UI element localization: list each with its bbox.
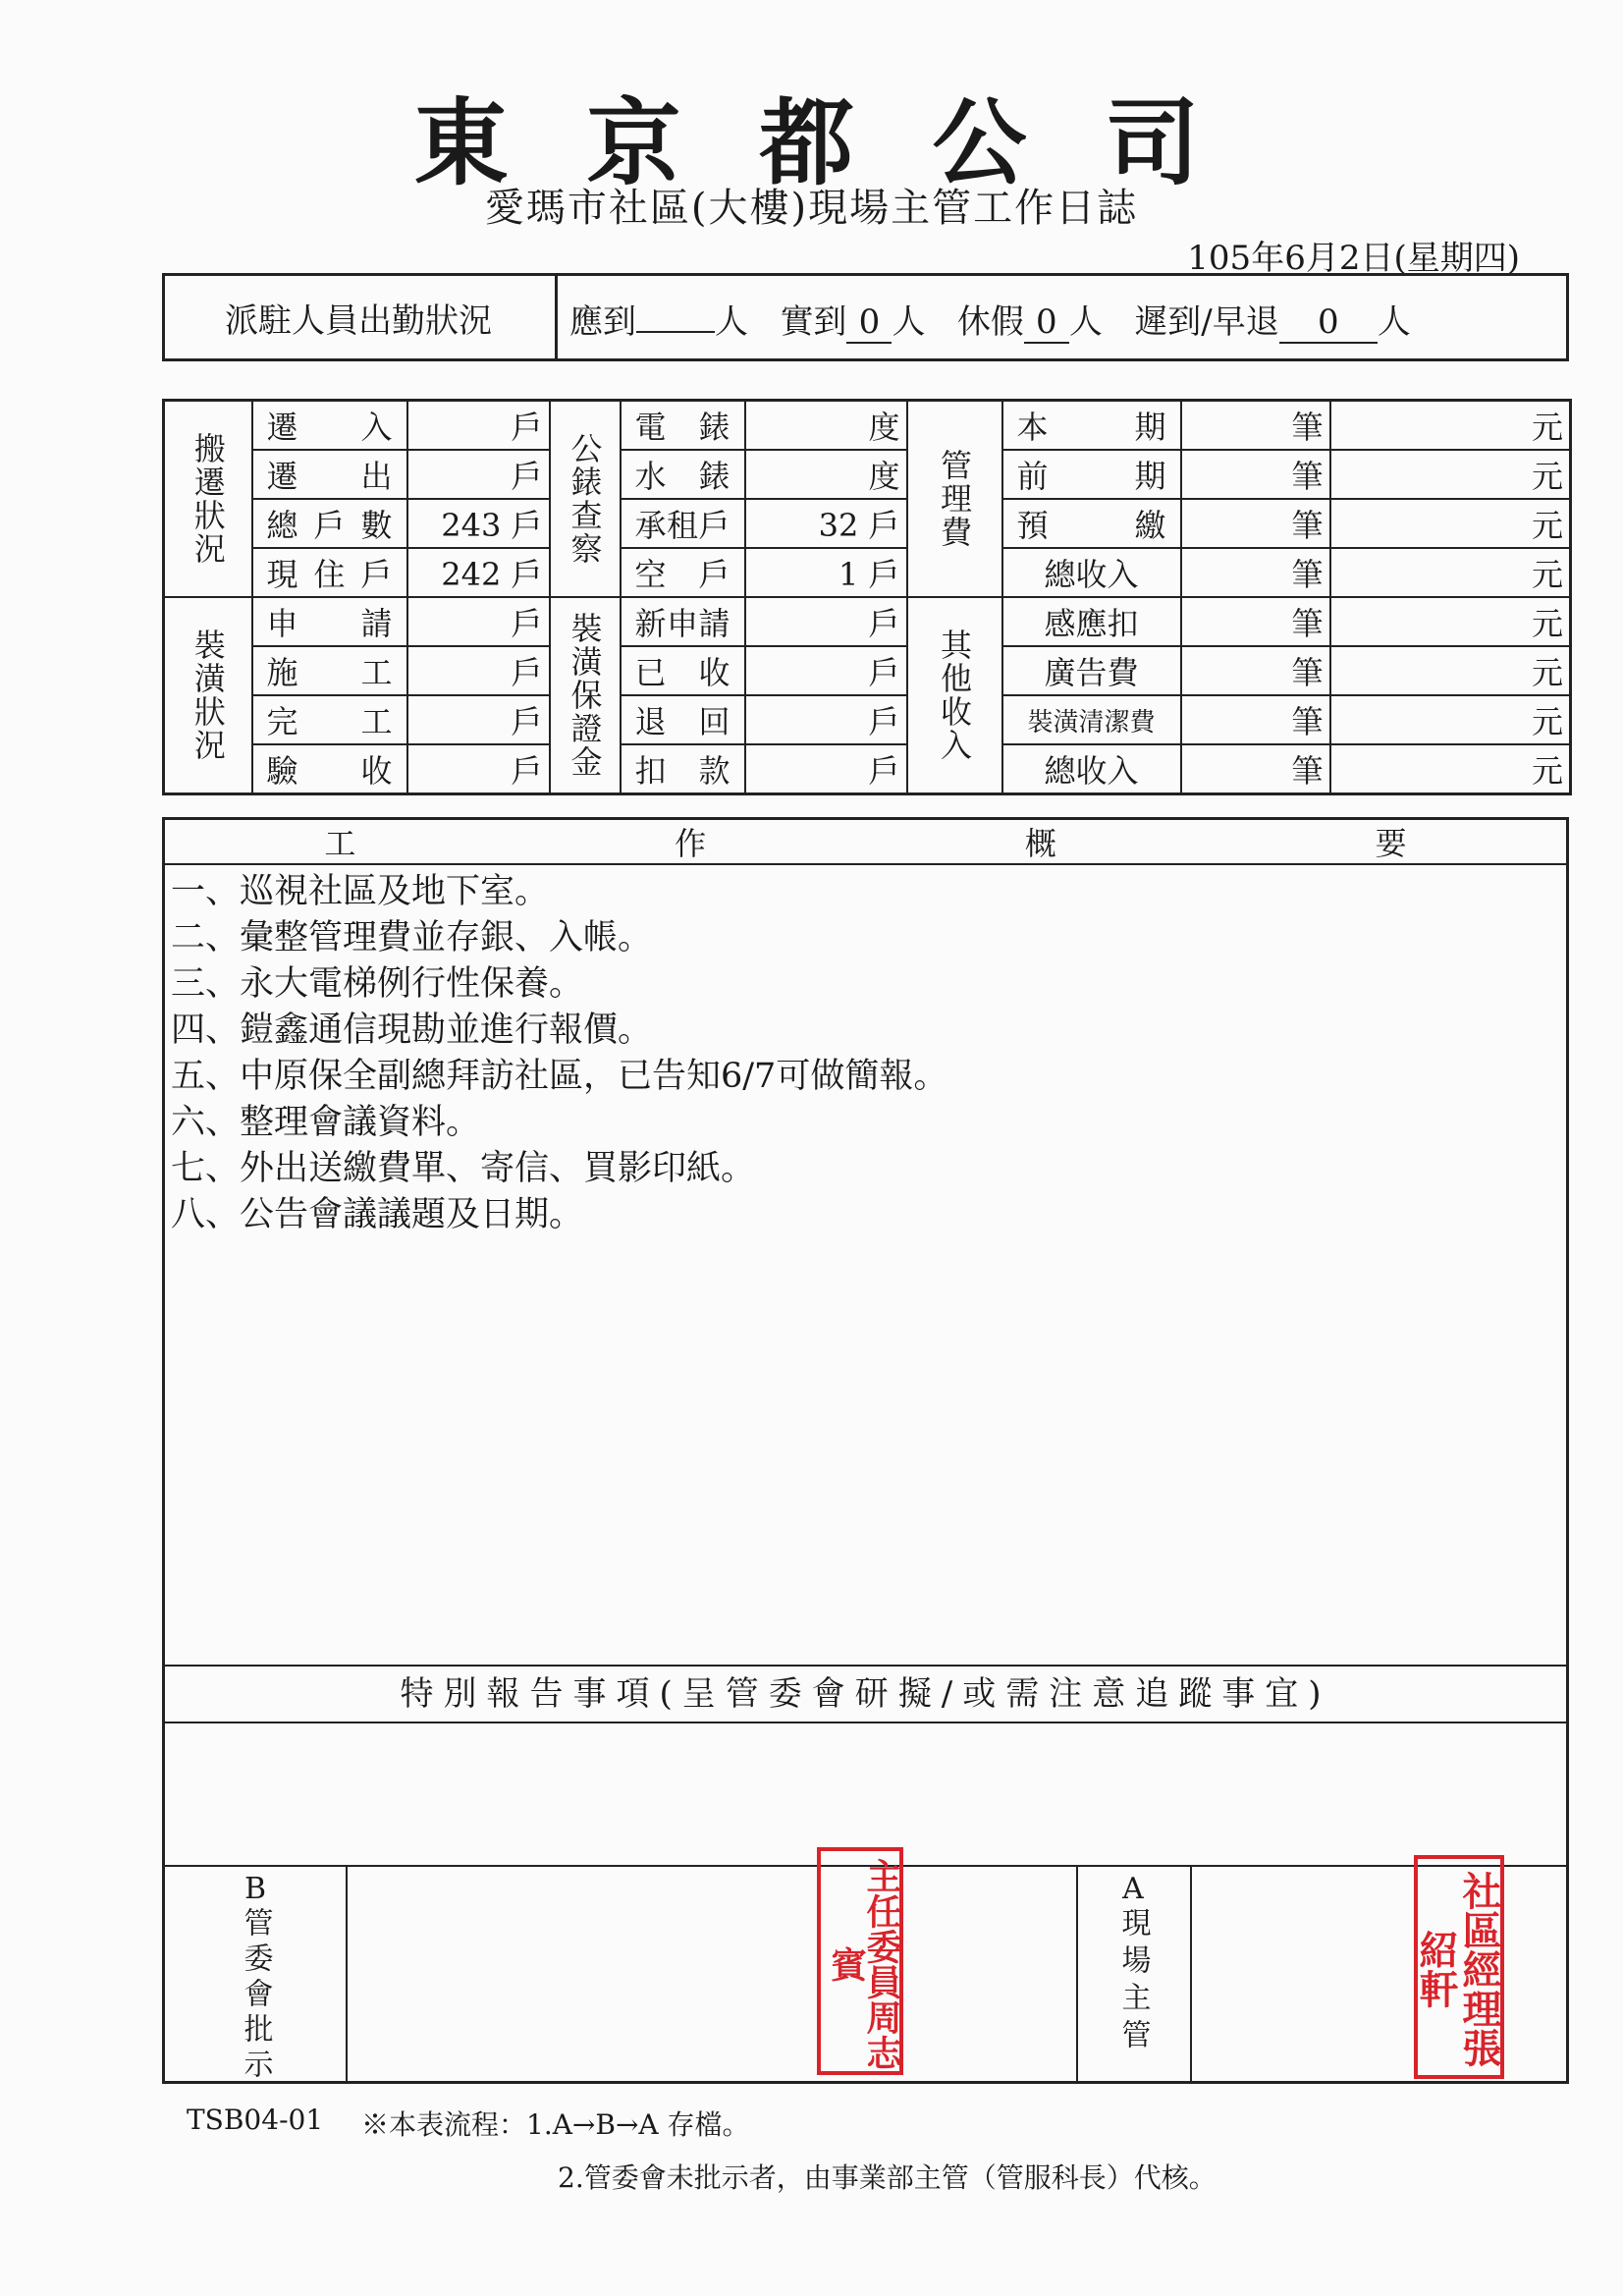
cell-value: 戶 <box>407 695 550 744</box>
cell-value: 242 戶 <box>407 548 550 597</box>
cell-label: 遷入 <box>252 401 407 451</box>
signoff-row <box>165 1858 1566 2084</box>
list-item: 二、彙整管理費並存銀、入帳。 <box>171 918 653 957</box>
heading-char: 工 <box>324 825 356 862</box>
meter-group-label: 公錶查察 <box>550 401 621 598</box>
cell-label: 感應扣 <box>1002 597 1181 646</box>
cell-value: 度 <box>745 401 907 451</box>
report-date: 105年6月2日(星期四) <box>1187 239 1520 278</box>
cell-label: 已收 <box>621 646 745 695</box>
cell-count-unit: 筆 <box>1181 597 1330 646</box>
heading-char: 作 <box>675 825 707 862</box>
leave-unit: 人 <box>1068 302 1103 342</box>
cell-label: 裝潢清潔費 <box>1002 695 1181 744</box>
work-summary-box <box>162 817 1569 2084</box>
actual-label: 實到 <box>780 302 847 342</box>
cell-label: 總收入 <box>1002 548 1181 597</box>
cell-count-unit: 筆 <box>1181 499 1330 548</box>
cell-label: 完工 <box>252 695 407 744</box>
deposit-group-label: 裝潢保證金 <box>550 597 621 794</box>
company-name: 東京都公司 <box>413 87 1278 198</box>
cell-value: 戶 <box>407 744 550 794</box>
a-label: A 現場主管 <box>1115 1872 1151 2056</box>
cell-value: 243 戶 <box>407 499 550 548</box>
cell-value: 戶 <box>745 646 907 695</box>
mgmt-fee-group-label: 管理費 <box>907 401 1002 598</box>
b-label-cell <box>165 1867 348 2083</box>
late-label: 遲到/早退 <box>1134 302 1279 342</box>
should-unit: 人 <box>715 302 748 342</box>
late-value: 0 <box>1279 302 1378 344</box>
cell-label: 扣款 <box>621 744 745 794</box>
cell-label: 新申請 <box>621 597 745 646</box>
cell-money-unit: 元 <box>1330 450 1571 499</box>
cell-label: 總收入 <box>1002 744 1181 794</box>
cell-label: 施工 <box>252 646 407 695</box>
cell-label: 電錶 <box>621 401 745 451</box>
list-item: 五、中原保全副總拜訪社區，已告知6/7可做簡報。 <box>171 1057 948 1096</box>
statistics-table <box>162 399 1572 795</box>
cell-label: 前期 <box>1002 450 1181 499</box>
form-code: TSB04-01 <box>187 2104 324 2136</box>
cell-value: 戶 <box>745 744 907 794</box>
heading-char: 要 <box>1375 825 1407 862</box>
chairman-seal: 主任委員周志賓 <box>817 1847 903 2075</box>
cell-label: 廣告費 <box>1002 646 1181 695</box>
cell-money-unit: 元 <box>1330 499 1571 548</box>
cell-money-unit: 元 <box>1330 744 1571 794</box>
cell-value: 戶 <box>745 597 907 646</box>
cell-value: 戶 <box>407 646 550 695</box>
work-item-list <box>171 869 947 1238</box>
list-item: 七、外出送繳費單、寄信、買影印紙。 <box>171 1149 756 1188</box>
cell-value: 度 <box>745 450 907 499</box>
list-item: 四、鎧鑫通信現勘並進行報價。 <box>171 1011 653 1050</box>
cell-label: 退回 <box>621 695 745 744</box>
leave-label: 休假 <box>956 302 1024 342</box>
flow-note: ※本表流程：1.A→B→A 存檔。 <box>361 2108 750 2141</box>
cell-value: 32 戶 <box>745 499 907 548</box>
cell-label: 承租戶 <box>621 499 745 548</box>
list-item: 一、巡視社區及地下室。 <box>171 872 550 911</box>
cell-label: 驗收 <box>252 744 407 794</box>
cell-value: 1 戶 <box>745 548 907 597</box>
attendance-line <box>569 295 1411 344</box>
cell-count-unit: 筆 <box>1181 646 1330 695</box>
other-income-group-label: 其他收入 <box>907 597 1002 794</box>
cell-money-unit: 元 <box>1330 401 1571 451</box>
a-sign-cell <box>1190 1867 1569 2083</box>
leave-value: 0 <box>1024 302 1069 344</box>
cell-count-unit: 筆 <box>1181 401 1330 451</box>
special-report-heading: 特別報告事項(呈管委會研擬/或需注意追蹤事宜) <box>165 1665 1566 1723</box>
approval-note: 2.管委會未批示者，由事業部主管（管服科長）代核。 <box>558 2161 1217 2194</box>
actual-value: 0 <box>846 302 892 344</box>
cell-value: 戶 <box>407 450 550 499</box>
list-item: 八、公告會議議題及日期。 <box>171 1195 584 1234</box>
a-label-cell <box>1076 1867 1192 2083</box>
cell-count-unit: 筆 <box>1181 548 1330 597</box>
cell-value: 戶 <box>407 401 550 451</box>
cell-value: 戶 <box>407 597 550 646</box>
cell-label: 申請 <box>252 597 407 646</box>
actual-unit: 人 <box>892 302 926 342</box>
cell-money-unit: 元 <box>1330 597 1571 646</box>
heading-char: 概 <box>1024 825 1056 862</box>
work-summary-heading <box>165 820 1566 865</box>
late-unit: 人 <box>1377 302 1411 342</box>
list-item: 六、整理會議資料。 <box>171 1103 481 1142</box>
manager-seal: 社區經理張紹軒 <box>1414 1855 1504 2079</box>
cell-label: 遷出 <box>252 450 407 499</box>
form-title: 愛瑪市社區(大樓)現場主管工作日誌 <box>484 186 1139 231</box>
moving-group-label: 搬遷狀況 <box>164 401 252 598</box>
cell-label: 本期 <box>1002 401 1181 451</box>
cell-label: 預繳 <box>1002 499 1181 548</box>
cell-money-unit: 元 <box>1330 548 1571 597</box>
b-sign-cell <box>346 1858 1078 2083</box>
should-label: 應到 <box>569 302 636 342</box>
should-value <box>636 331 715 333</box>
b-label: B 管委會批示 <box>238 1872 273 2084</box>
renovation-group-label: 裝潢狀況 <box>164 597 252 794</box>
cell-money-unit: 元 <box>1330 646 1571 695</box>
cell-value: 戶 <box>745 695 907 744</box>
attendance-label: 派駐人員出勤狀況 <box>162 273 558 361</box>
cell-count-unit: 筆 <box>1181 450 1330 499</box>
cell-money-unit: 元 <box>1330 695 1571 744</box>
cell-label: 水錶 <box>621 450 745 499</box>
list-item: 三、永大電梯例行性保養。 <box>171 964 584 1004</box>
cell-label: 空戶 <box>621 548 745 597</box>
cell-count-unit: 筆 <box>1181 744 1330 794</box>
cell-label: 現住戶 <box>252 548 407 597</box>
cell-label: 總戶數 <box>252 499 407 548</box>
cell-count-unit: 筆 <box>1181 695 1330 744</box>
